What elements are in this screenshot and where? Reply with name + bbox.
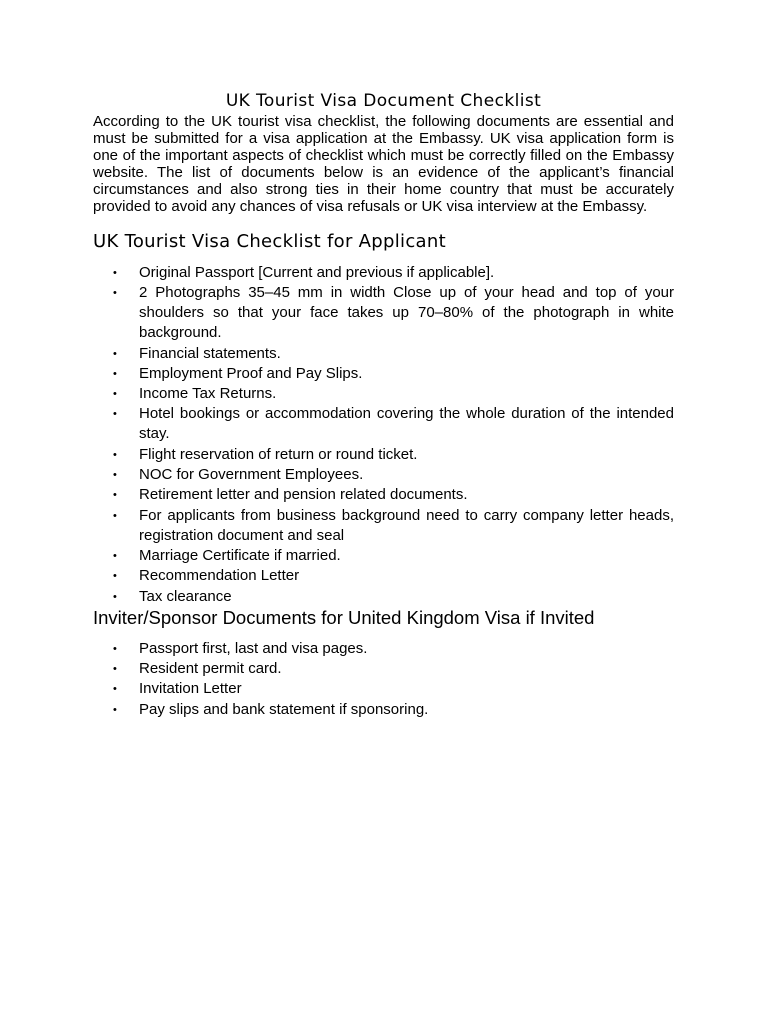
document-title: UK Tourist Visa Document Checklist (225, 91, 542, 111)
bullet-icon: • (113, 663, 117, 676)
bullet-icon: • (113, 367, 117, 380)
list-item (93, 587, 674, 607)
list-item (93, 639, 674, 659)
bullet-icon: • (113, 570, 117, 583)
document-page (93, 91, 674, 720)
bullet-icon: • (113, 388, 117, 401)
list-item-text: Original Passport [Current and previous if applicable]. (139, 264, 495, 281)
list-item-text: Hotel bookings or accommodation covering the whole duration of the intended stay. (139, 405, 674, 443)
list-item (93, 679, 674, 699)
list-item-text: Income Tax Returns. (139, 385, 277, 403)
list-item (93, 465, 674, 485)
list-item-text: Recommendation Letter (139, 567, 300, 585)
list-item (93, 263, 674, 283)
list-item (93, 404, 674, 444)
intro-paragraph: According to the UK tourist visa checklist, the following documents are essential and must be submitted for a visa application at the Embassy. UK visa application form is one of the important aspects of checklist which must be correctly filled on the Embassy website. The list of documents below is an evidence of the applicant’s financial circumstances and also strong ties in their home country that must be accurately provided to avoid any chances of visa refusals or UK visa interview at the Embassy. (93, 113, 674, 215)
bullet-icon: • (113, 489, 117, 502)
section-heading-sponsor: Inviter/Sponsor Documents for United Kingdom Visa if Invited (93, 606, 595, 628)
list-item (93, 445, 674, 465)
list-item-text: Passport first, last and visa pages. (139, 639, 368, 657)
list-item-text: Invitation Letter (139, 680, 242, 698)
list-item-text: NOC for Government Employees. (139, 466, 364, 484)
bullet-icon: • (113, 590, 117, 603)
bullet-icon: • (113, 509, 117, 522)
bullet-icon: • (113, 469, 117, 482)
section-heading-applicant: UK Tourist Visa Checklist for Applicant (93, 231, 446, 252)
sponsor-checklist (93, 639, 674, 720)
bullet-icon: • (113, 549, 117, 562)
bullet-icon: • (113, 408, 117, 421)
bullet-icon: • (113, 287, 117, 300)
list-item-text: Tax clearance (139, 587, 232, 605)
list-item (93, 283, 674, 343)
list-item-text: 2 Photographs 35–45 mm in width Close up of your head and top of your shoulders so that your face takes up 70–80% of the photograph in white background. (139, 284, 674, 342)
list-item-text: For applicants from business background need to carry company letter heads, registration document and seal (139, 506, 674, 544)
bullet-icon: • (113, 448, 117, 461)
list-item-text: Flight reservation of return or round ticket. (139, 445, 418, 463)
list-item (93, 546, 674, 566)
bullet-icon: • (113, 267, 117, 279)
list-item (93, 700, 674, 720)
list-item-text: Resident permit card. (139, 660, 282, 678)
list-item-text: Employment Proof and Pay Slips. (139, 364, 363, 382)
bullet-icon: • (113, 703, 117, 716)
list-item-text: Financial statements. (139, 344, 281, 362)
bullet-icon: • (113, 642, 117, 655)
list-item-text: Pay slips and bank statement if sponsoring. (139, 700, 429, 718)
list-item (93, 344, 674, 364)
list-item (93, 659, 674, 679)
list-item-text: Marriage Certificate if married. (139, 546, 341, 564)
bullet-icon: • (113, 347, 117, 360)
bullet-icon: • (113, 683, 117, 696)
list-item (93, 384, 674, 404)
applicant-checklist (93, 263, 674, 607)
list-item (93, 506, 674, 546)
list-item (93, 364, 674, 384)
list-item (93, 485, 674, 505)
list-item-text: Retirement letter and pension related documents. (139, 486, 468, 504)
list-item (93, 566, 674, 586)
